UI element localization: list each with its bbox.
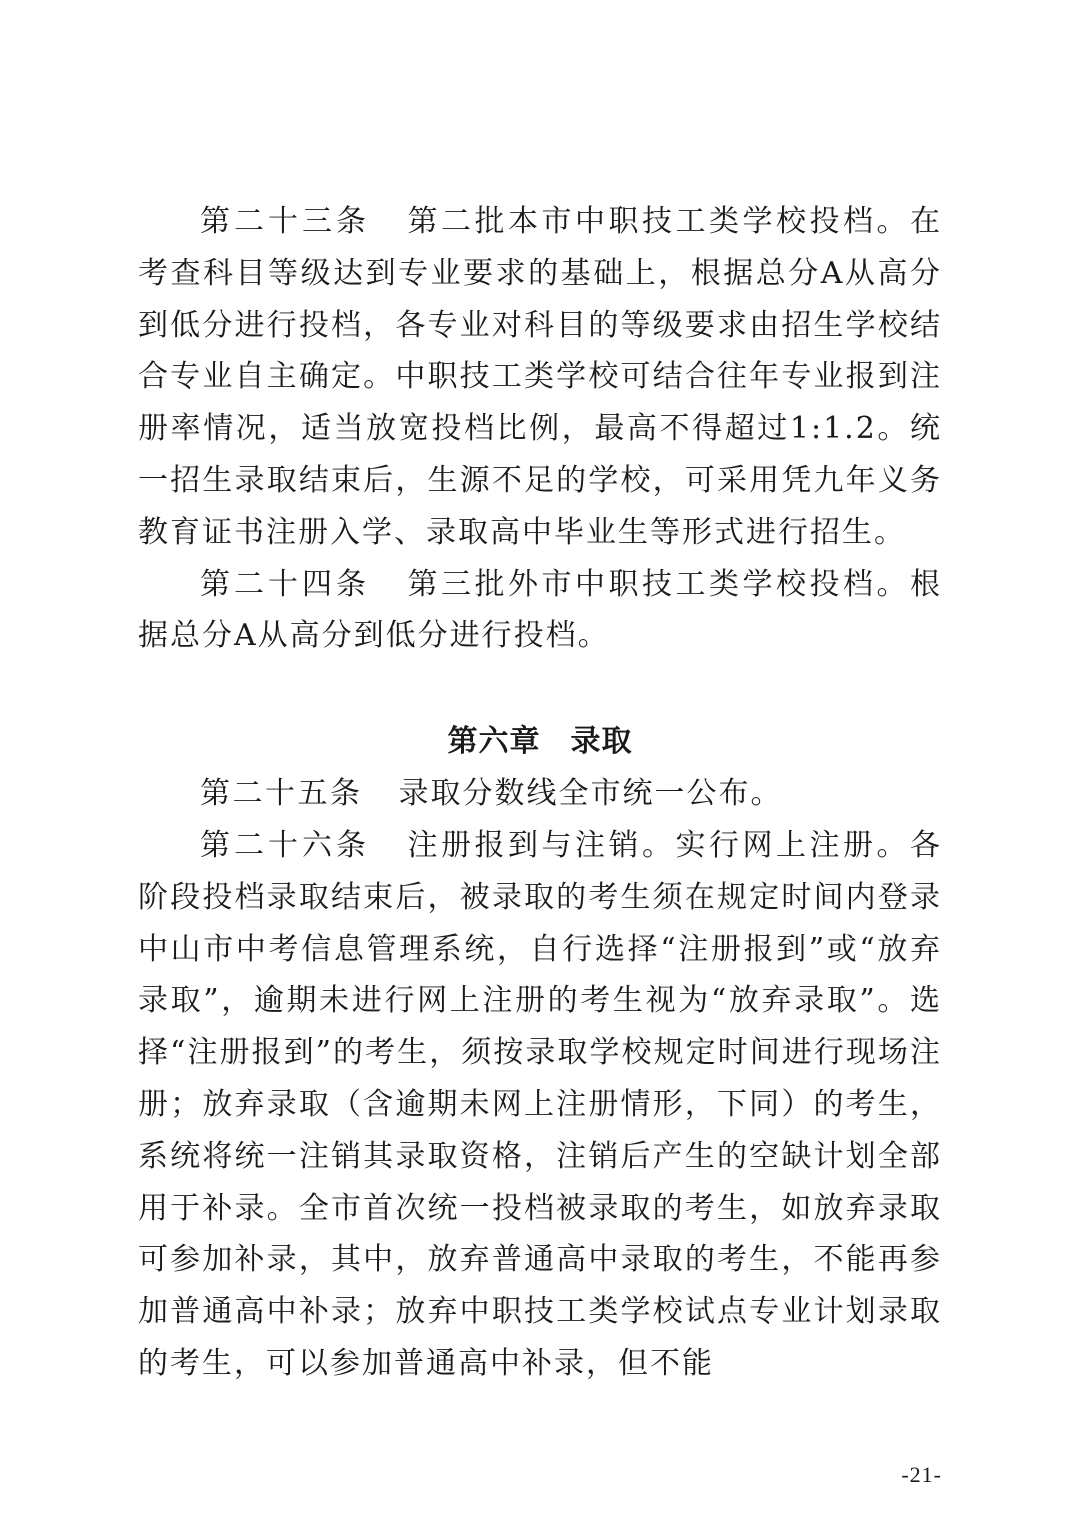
article-24-text: 第三批外市中职技工类学校投档。根据总分A从高分到低分进行投档。 bbox=[138, 566, 942, 654]
article-23-text: 第二批本市中职技工类学校投档。在考查科目等级达到专业要求的基础上，根据总分A从高分到低分进行投档，各专业对科目的等级要求由招生学校结合专业自主确定。中职技工类学校可结合往年专业报到注册率情况，适当放宽投档比例，最高不得超过1:1.2。统一招生录取结束后，生源不足的学校，可采用凭九年义务教育证书注册入学、录取高中毕业生等形式进行招生。 bbox=[138, 204, 942, 550]
article-23 bbox=[138, 196, 942, 559]
chapter-number: 第六章 bbox=[447, 724, 541, 760]
article-26-text: 注册报到与注销。实行网上注册。各阶段投档录取结束后，被录取的考生须在规定时间内登录中山市中考信息管理系统，自行选择“注册报到”或“放弃录取”，逾期未进行网上注册的考生视为“放弃录取”。选择“注册报到”的考生，须按录取学校规定时间进行现场注册；放弃录取（含逾期未网上注册情形，下同）的考生，系统将统一注销其录取资格，注销后产生的空缺计划全部用于补录。全市首次统一投档被录取的考生，如放弃录取可参加补录，其中，放弃普通高中录取的考生，不能再参加普通高中补录；放弃中职技工类学校试点专业计划录取的考生，可以参加普通高中补录，但不能 bbox=[138, 827, 942, 1381]
page-number: -21- bbox=[901, 1462, 942, 1487]
article-25-text: 录取分数线全市统一公布。 bbox=[398, 776, 783, 812]
article-25 bbox=[138, 768, 942, 820]
chapter-title: 录取 bbox=[570, 724, 633, 760]
page-body bbox=[138, 196, 942, 1390]
article-25-number: 第二十五条 bbox=[200, 776, 363, 812]
chapter-heading bbox=[138, 716, 942, 768]
article-24-number: 第二十四条 bbox=[200, 566, 370, 602]
article-24 bbox=[138, 559, 942, 663]
article-23-number: 第二十三条 bbox=[200, 204, 370, 239]
article-26-number: 第二十六条 bbox=[200, 827, 370, 863]
article-26 bbox=[138, 820, 942, 1390]
